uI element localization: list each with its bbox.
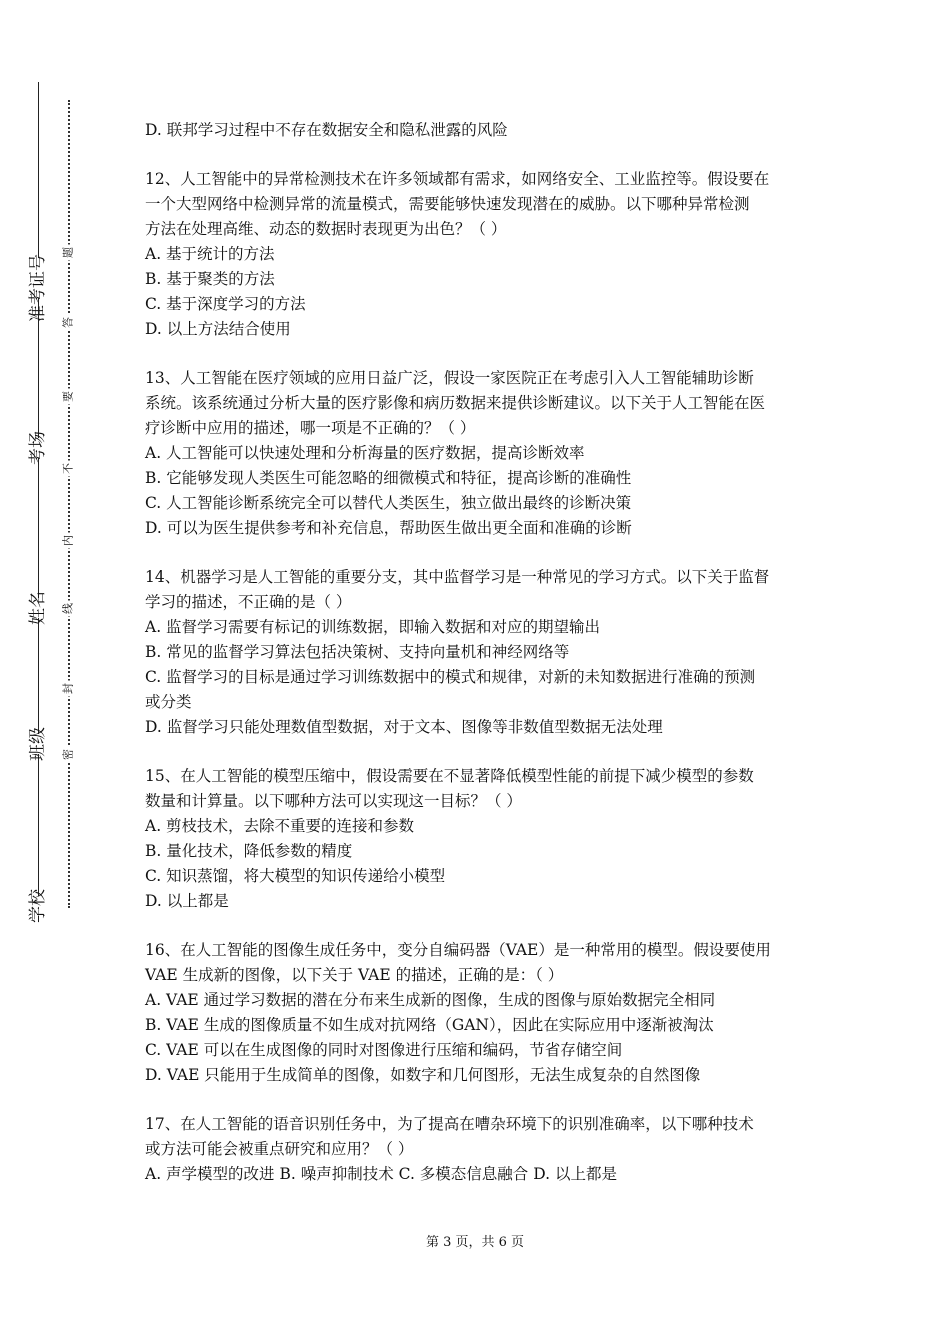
question-stem: 14、机器学习是人工智能的重要分支，其中监督学习是一种常见的学习方式。以下关于监督 — [145, 568, 770, 586]
option-c: C. 监督学习的目标是通过学习训练数据中的模式和规律，对新的未知数据进行准确的预测 — [145, 668, 756, 686]
option-c: C. VAE 可以在生成图像的同时对图像进行压缩和编码，节省存储空间 — [145, 1041, 623, 1059]
question-stem: 疗诊断中应用的描述，哪一项是不正确的？（ ） — [145, 419, 476, 437]
option-c: C. 知识蒸馏，将大模型的知识传递给小模型 — [145, 867, 446, 885]
question-14 — [145, 565, 815, 740]
field-exam-number-label: 准考证号 — [22, 258, 56, 298]
seal-char: 内 — [62, 533, 75, 549]
option-a: A. 剪枝技术，去除不重要的连接和参数 — [145, 817, 415, 835]
option-a: A. 监督学习需要有标记的训练数据，即输入数据和对应的期望输出 — [145, 618, 601, 636]
question-16 — [145, 938, 815, 1088]
option-b: B. 常见的监督学习算法包括决策树、支持向量机和神经网络等 — [145, 643, 570, 661]
seal-char: 要 — [62, 389, 75, 405]
question-11-tail — [145, 118, 815, 143]
option-a: A. 人工智能可以快速处理和分析海量的医疗数据，提高诊断效率 — [145, 444, 585, 462]
question-stem: 16、在人工智能的图像生成任务中，变分自编码器（VAE）是一种常用的模型。假设要使用 — [145, 941, 771, 959]
question-stem: 系统。该系统通过分析大量的医疗影像和病历数据来提供诊断建议。以下关于人工智能在医 — [145, 394, 766, 412]
question-stem: 12、人工智能中的异常检测技术在许多领域都有需求，如网络安全、工业监控等。假设要在 — [145, 170, 770, 188]
option-c: C. 基于深度学习的方法 — [145, 295, 306, 313]
question-stem: 或方法可能会被重点研究和应用？（ ） — [145, 1140, 414, 1158]
option-a: A. VAE 通过学习数据的潜在分布来生成新的图像，生成的图像与原始数据完全相同 — [145, 991, 716, 1009]
binding-margin — [0, 0, 110, 1344]
seal-char: 题 — [62, 245, 75, 261]
option-d: D. 联邦学习过程中不存在数据安全和隐私泄露的风险 — [145, 121, 508, 139]
option-c: C. 人工智能诊断系统完全可以替代人类医生，独立做出最终的诊断决策 — [145, 494, 632, 512]
seal-char: 密 — [62, 747, 75, 763]
option-d: D. VAE 只能用于生成简单的图像，如数字和几何图形，无法生成复杂的自然图像 — [145, 1066, 701, 1084]
question-12 — [145, 167, 815, 342]
field-exam-room-label: 考场 — [22, 438, 56, 458]
question-stem: 一个大型网络中检测异常的流量模式，需要能够快速发现潜在的威胁。以下哪种异常检测 — [145, 195, 750, 213]
seal-char: 答 — [62, 315, 75, 331]
question-15 — [145, 764, 815, 914]
question-stem: VAE 生成新的图像，以下关于 VAE 的描述，正确的是：（ ） — [145, 966, 564, 984]
seal-char: 封 — [62, 681, 75, 697]
option-b: B. 它能够发现人类医生可能忽略的细微模式和特征，提高诊断的准确性 — [145, 469, 632, 487]
field-class-label: 班级 — [22, 734, 56, 754]
seal-dotted-line — [68, 100, 70, 908]
question-stem: 数量和计算量。以下哪种方法可以实现这一目标？（ ） — [145, 792, 522, 810]
option-d: D. 以上方法结合使用 — [145, 320, 291, 338]
option-a: A. 基于统计的方法 — [145, 245, 275, 263]
question-stem: 17、在人工智能的语音识别任务中，为了提高在嘈杂环境下的识别准确率，以下哪种技术 — [145, 1115, 754, 1133]
option-d: D. 可以为医生提供参考和补充信息，帮助医生做出更全面和准确的诊断 — [145, 519, 632, 537]
question-stem: 13、人工智能在医疗领域的应用日益广泛，假设一家医院正在考虑引入人工智能辅助诊断 — [145, 369, 754, 387]
question-17 — [145, 1112, 815, 1187]
option-b: B. 基于聚类的方法 — [145, 270, 275, 288]
binding-solid-line — [38, 82, 39, 922]
option-d: D. 监督学习只能处理数值型数据，对于文本、图像等非数值型数据无法处理 — [145, 718, 663, 736]
question-stem: 学习的描述，不正确的是（ ） — [145, 593, 352, 611]
options-inline: A. 声学模型的改进 B. 噪声抑制技术 C. 多模态信息融合 D. 以上都是 — [145, 1165, 617, 1183]
question-13 — [145, 366, 815, 541]
option-d: D. 以上都是 — [145, 892, 229, 910]
question-stem: 15、在人工智能的模型压缩中，假设需要在不显著降低模型性能的前提下减少模型的参数 — [145, 767, 754, 785]
option-c-continued: 或分类 — [145, 693, 192, 711]
seal-char: 不 — [62, 461, 75, 477]
field-school-label: 学校 — [22, 896, 56, 916]
option-b: B. VAE 生成的图像质量不如生成对抗网络（GAN），因此在实际应用中逐渐被淘汰 — [145, 1016, 714, 1034]
seal-char: 线 — [62, 601, 75, 617]
field-name-label: 姓名 — [22, 598, 56, 618]
exam-content — [145, 118, 815, 1187]
question-stem: 方法在处理高维、动态的数据时表现更为出色？（ ） — [145, 220, 507, 238]
option-b: B. 量化技术，降低参数的精度 — [145, 842, 353, 860]
page-footer: 第 3 页，共 6 页 — [425, 1235, 525, 1250]
